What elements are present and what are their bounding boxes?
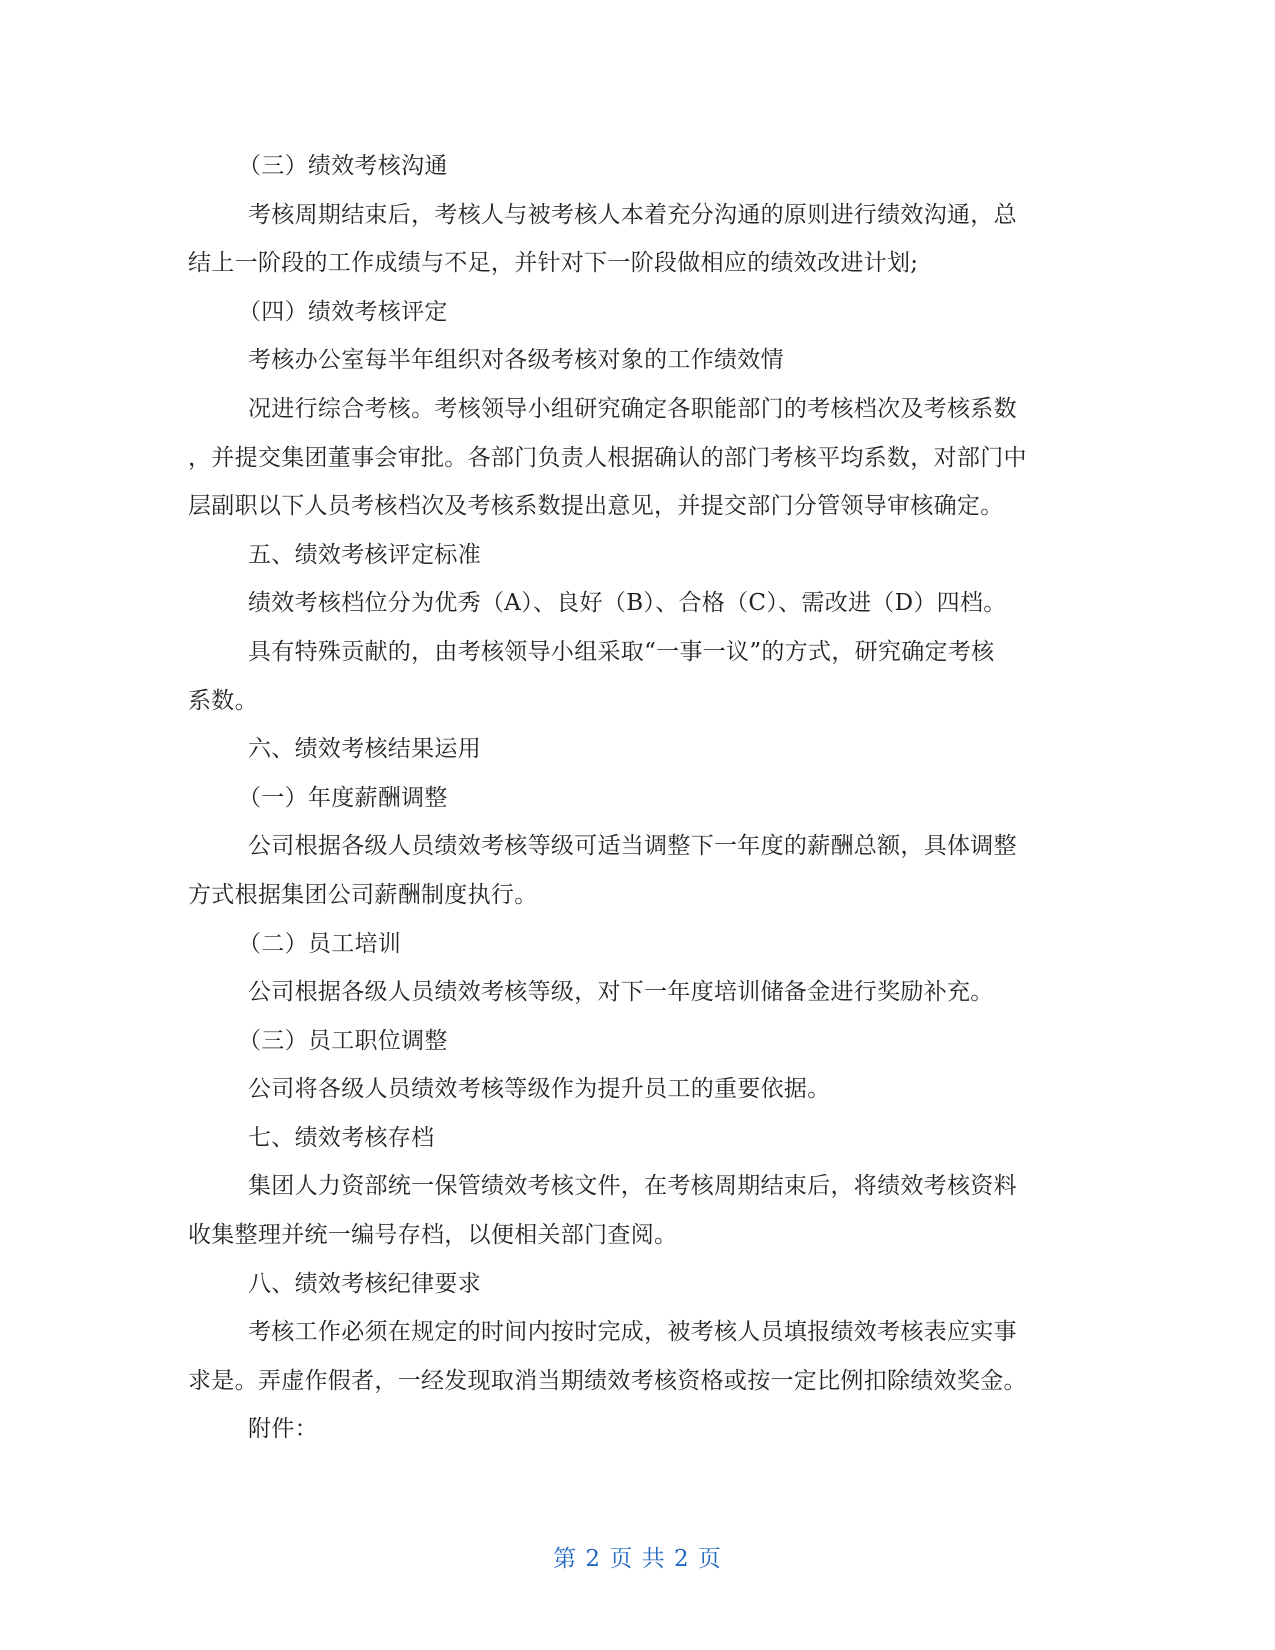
paragraph-line: 系数。 bbox=[188, 687, 258, 714]
section-heading: （一）年度薪酬调整 bbox=[238, 784, 448, 811]
paragraph-line: 收集整理并统一编号存档，以便相关部门查阅。 bbox=[188, 1222, 678, 1249]
paragraph-line: 考核工作必须在规定的时间内按时完成，被考核人员填报绩效考核表应实事 bbox=[248, 1319, 1017, 1346]
paragraph-line: 公司将各级人员绩效考核等级作为提升员工的重要依据。 bbox=[248, 1076, 831, 1103]
paragraph-line: 方式根据集团公司薪酬制度执行。 bbox=[188, 881, 538, 908]
paragraph-line: 集团人力资部统一保管绩效考核文件，在考核周期结束后，将绩效考核资料 bbox=[248, 1173, 1017, 1200]
paragraph-line: 求是。弄虚作假者，一经发现取消当期绩效考核资格或按一定比例扣除绩效奖金。 bbox=[188, 1367, 1027, 1394]
paragraph-line: 绩效考核档位分为优秀（A）、良好（B）、合格（C）、需改进（D）四档。 bbox=[248, 590, 1007, 617]
paragraph-line: 公司根据各级人员绩效考核等级可适当调整下一年度的薪酬总额，具体调整 bbox=[248, 833, 1017, 860]
section-heading: 六、绩效考核结果运用 bbox=[248, 736, 481, 763]
paragraph-line: 结上一阶段的工作成绩与不足，并针对下一阶段做相应的绩效改进计划; bbox=[188, 250, 919, 277]
section-heading: （四）绩效考核评定 bbox=[238, 298, 448, 325]
section-heading: （二）员工培训 bbox=[238, 930, 402, 957]
paragraph-line: 况进行综合考核。考核领导小组研究确定各职能部门的考核档次及考核系数 bbox=[248, 395, 1017, 422]
section-heading: 五、绩效考核评定标准 bbox=[248, 541, 481, 568]
paragraph-line: 层副职以下人员考核档次及考核系数提出意见，并提交部门分管领导审核确定。 bbox=[188, 493, 1004, 520]
section-heading: 七、绩效考核存档 bbox=[248, 1124, 435, 1151]
paragraph-line: 具有特殊贡献的，由考核领导小组采取“一事一议”的方式，研究确定考核 bbox=[248, 638, 995, 665]
document-body bbox=[188, 142, 1088, 1454]
section-heading: 八、绩效考核纪律要求 bbox=[248, 1270, 481, 1297]
section-heading: （三）绩效考核沟通 bbox=[238, 153, 448, 179]
paragraph-line: 公司根据各级人员绩效考核等级，对下一年度培训储备金进行奖励补充。 bbox=[248, 979, 994, 1006]
paragraph-line: 考核周期结束后，考核人与被考核人本着充分沟通的原则进行绩效沟通，总 bbox=[248, 201, 1017, 228]
paragraph-line: ，并提交集团董事会审批。各部门负责人根据确认的部门考核平均系数，对部门中 bbox=[188, 444, 1027, 471]
section-heading: （三）员工职位调整 bbox=[238, 1027, 448, 1054]
paragraph-line: 考核办公室每半年组织对各级考核对象的工作绩效情 bbox=[248, 347, 784, 374]
page-number-footer: 第 2 页 共 2 页 bbox=[553, 1546, 722, 1572]
attachment-label: 附件： bbox=[248, 1416, 318, 1443]
